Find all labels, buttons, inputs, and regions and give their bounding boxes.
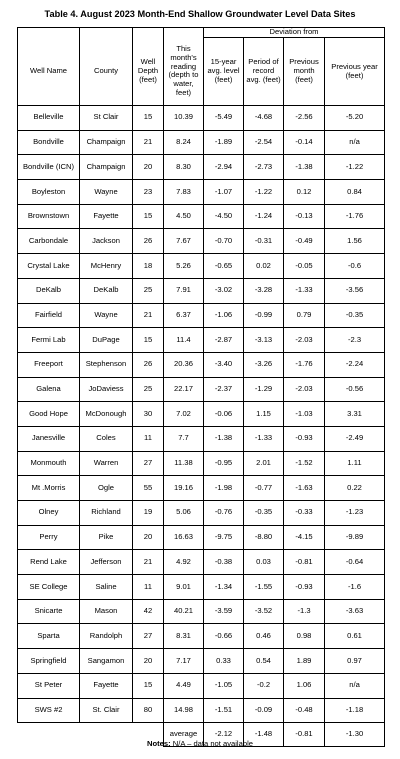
cell-prev-year: -2.49 (325, 426, 385, 451)
cell-well-depth: 21 (133, 303, 164, 328)
cell-15yr-avg: 0.33 (204, 649, 244, 674)
cell-well-depth: 27 (133, 451, 164, 476)
cell-15yr-avg: -9.75 (204, 525, 244, 550)
cell-prev-year: -1.23 (325, 501, 385, 526)
cell-prev-month: -1.3 (284, 599, 325, 624)
cell-reading: 11.4 (164, 328, 204, 353)
cell-reading: 4.49 (164, 673, 204, 698)
notes-text: N/A – data not available (172, 739, 253, 748)
cell-well-depth: 26 (133, 352, 164, 377)
table-row (18, 278, 385, 303)
cell-period-avg: -3.28 (244, 278, 284, 303)
cell-well-depth: 25 (133, 278, 164, 303)
header-prev-month: Previous month (feet) (284, 38, 325, 106)
cell-reading: 8.24 (164, 130, 204, 155)
notes (0, 739, 400, 748)
cell-well-depth: 18 (133, 254, 164, 279)
cell-reading: 8.31 (164, 624, 204, 649)
average-15yr: -2.12 (204, 723, 244, 747)
cell-15yr-avg: -2.37 (204, 377, 244, 402)
cell-well-name: Bondville (ICN) (18, 155, 80, 180)
cell-well-name: SE College (18, 575, 80, 600)
cell-15yr-avg: -0.66 (204, 624, 244, 649)
cell-15yr-avg: -2.87 (204, 328, 244, 353)
cell-well-name: Janesville (18, 426, 80, 451)
cell-well-depth: 20 (133, 525, 164, 550)
cell-well-name: Sparta (18, 624, 80, 649)
cell-well-name: Springfield (18, 649, 80, 674)
table-row (18, 204, 385, 229)
cell-15yr-avg: -3.59 (204, 599, 244, 624)
cell-15yr-avg: -1.07 (204, 180, 244, 205)
cell-15yr-avg: -0.65 (204, 254, 244, 279)
cell-well-depth: 19 (133, 501, 164, 526)
cell-15yr-avg: -0.38 (204, 550, 244, 575)
cell-prev-year: 0.84 (325, 180, 385, 205)
table-row (18, 624, 385, 649)
cell-reading: 20.36 (164, 352, 204, 377)
cell-reading: 10.39 (164, 106, 204, 131)
cell-well-depth: 20 (133, 155, 164, 180)
cell-period-avg: 0.03 (244, 550, 284, 575)
cell-prev-year: n/a (325, 130, 385, 155)
cell-period-avg: -3.13 (244, 328, 284, 353)
cell-period-avg: -0.31 (244, 229, 284, 254)
table-body (18, 106, 385, 723)
cell-period-avg: -1.33 (244, 426, 284, 451)
table-row (18, 229, 385, 254)
cell-prev-year: 3.31 (325, 402, 385, 427)
cell-well-depth: 23 (133, 180, 164, 205)
cell-county: Coles (80, 426, 133, 451)
cell-county: Fayette (80, 673, 133, 698)
cell-well-depth: 30 (133, 402, 164, 427)
cell-county: Richland (80, 501, 133, 526)
cell-prev-year: 0.97 (325, 649, 385, 674)
cell-well-depth: 15 (133, 328, 164, 353)
cell-period-avg: -3.52 (244, 599, 284, 624)
table-row (18, 575, 385, 600)
cell-well-depth: 11 (133, 426, 164, 451)
cell-county: DuPage (80, 328, 133, 353)
cell-prev-year: 0.61 (325, 624, 385, 649)
cell-well-depth: 20 (133, 649, 164, 674)
cell-well-name: SWS #2 (18, 698, 80, 723)
cell-15yr-avg: -1.38 (204, 426, 244, 451)
cell-15yr-avg: -3.40 (204, 352, 244, 377)
cell-prev-year: -0.56 (325, 377, 385, 402)
cell-county: DeKalb (80, 278, 133, 303)
cell-prev-year: n/a (325, 673, 385, 698)
cell-county: Ogle (80, 476, 133, 501)
cell-well-name: Belleville (18, 106, 80, 131)
table-row (18, 649, 385, 674)
cell-reading: 11.38 (164, 451, 204, 476)
cell-county: Pike (80, 525, 133, 550)
cell-prev-month: -2.03 (284, 328, 325, 353)
table-row (18, 426, 385, 451)
cell-prev-year: 0.22 (325, 476, 385, 501)
cell-reading: 19.16 (164, 476, 204, 501)
cell-period-avg: -0.35 (244, 501, 284, 526)
cell-prev-month: -1.63 (284, 476, 325, 501)
cell-reading: 22.17 (164, 377, 204, 402)
cell-period-avg: 0.54 (244, 649, 284, 674)
cell-period-avg: -8.80 (244, 525, 284, 550)
cell-15yr-avg: -1.34 (204, 575, 244, 600)
cell-period-avg: 1.15 (244, 402, 284, 427)
cell-county: Randolph (80, 624, 133, 649)
table-row (18, 328, 385, 353)
cell-well-name: St Peter (18, 673, 80, 698)
cell-county: Jackson (80, 229, 133, 254)
cell-well-depth: 11 (133, 575, 164, 600)
cell-prev-month: 0.12 (284, 180, 325, 205)
table-row (18, 698, 385, 723)
cell-well-depth: 25 (133, 377, 164, 402)
cell-well-name: DeKalb (18, 278, 80, 303)
cell-15yr-avg: -0.70 (204, 229, 244, 254)
cell-prev-month: -0.13 (284, 204, 325, 229)
table-row (18, 501, 385, 526)
cell-well-depth: 15 (133, 673, 164, 698)
cell-period-avg: -3.26 (244, 352, 284, 377)
table-row (18, 352, 385, 377)
cell-15yr-avg: -1.98 (204, 476, 244, 501)
header-15yr-avg: 15-year avg. level (feet) (204, 38, 244, 106)
cell-well-depth: 27 (133, 624, 164, 649)
table-row (18, 130, 385, 155)
cell-prev-month: -0.48 (284, 698, 325, 723)
cell-prev-year: -3.63 (325, 599, 385, 624)
cell-well-depth: 21 (133, 130, 164, 155)
cell-reading: 40.21 (164, 599, 204, 624)
cell-period-avg: -0.09 (244, 698, 284, 723)
table-row (18, 254, 385, 279)
cell-15yr-avg: -0.95 (204, 451, 244, 476)
cell-county: St. Clair (80, 698, 133, 723)
cell-period-avg: -1.22 (244, 180, 284, 205)
cell-prev-month: -1.52 (284, 451, 325, 476)
cell-period-avg: -0.77 (244, 476, 284, 501)
cell-prev-month: -0.14 (284, 130, 325, 155)
cell-well-name: Freeport (18, 352, 80, 377)
cell-county: St Clair (80, 106, 133, 131)
cell-prev-year: -1.6 (325, 575, 385, 600)
cell-prev-year: -0.6 (325, 254, 385, 279)
average-period: -1.48 (244, 723, 284, 747)
header-well-depth: Well Depth (feet) (133, 38, 164, 106)
cell-well-name: Olney (18, 501, 80, 526)
table-row (18, 106, 385, 131)
cell-15yr-avg: -5.49 (204, 106, 244, 131)
cell-15yr-avg: -2.94 (204, 155, 244, 180)
cell-reading: 7.83 (164, 180, 204, 205)
table-row (18, 402, 385, 427)
cell-prev-year: -3.56 (325, 278, 385, 303)
header-well-name: Well Name (18, 38, 80, 106)
cell-prev-month: 0.98 (284, 624, 325, 649)
cell-prev-year: -5.20 (325, 106, 385, 131)
cell-15yr-avg: -0.76 (204, 501, 244, 526)
header-county: County (80, 38, 133, 106)
cell-county: Jefferson (80, 550, 133, 575)
table-row (18, 180, 385, 205)
table-row (18, 451, 385, 476)
cell-prev-month: -1.38 (284, 155, 325, 180)
table-row (18, 303, 385, 328)
cell-15yr-avg: -3.02 (204, 278, 244, 303)
cell-well-name: Good Hope (18, 402, 80, 427)
cell-well-name: Crystal Lake (18, 254, 80, 279)
cell-prev-year: -9.89 (325, 525, 385, 550)
table-row (18, 476, 385, 501)
cell-well-name: Mt .Morris (18, 476, 80, 501)
cell-county: Wayne (80, 303, 133, 328)
cell-reading: 14.98 (164, 698, 204, 723)
cell-well-depth: 55 (133, 476, 164, 501)
cell-period-avg: -2.73 (244, 155, 284, 180)
cell-well-depth: 21 (133, 550, 164, 575)
cell-prev-year: -2.24 (325, 352, 385, 377)
cell-period-avg: -1.55 (244, 575, 284, 600)
cell-reading: 5.26 (164, 254, 204, 279)
cell-well-name: Fermi Lab (18, 328, 80, 353)
cell-reading: 7.02 (164, 402, 204, 427)
cell-prev-month: 0.79 (284, 303, 325, 328)
cell-prev-year: -1.22 (325, 155, 385, 180)
groundwater-table (17, 27, 385, 747)
cell-well-name: Rend Lake (18, 550, 80, 575)
table-row (18, 377, 385, 402)
cell-county: Stephenson (80, 352, 133, 377)
cell-well-name: Carbondale (18, 229, 80, 254)
cell-prev-month: -0.81 (284, 550, 325, 575)
header-reading: This month's reading (depth to water, feet) (164, 38, 204, 106)
cell-period-avg: -0.99 (244, 303, 284, 328)
cell-prev-month: 1.06 (284, 673, 325, 698)
header-prev-year: Previous year (feet) (325, 38, 385, 106)
notes-label: Notes: (147, 739, 171, 748)
table-row (18, 525, 385, 550)
cell-15yr-avg: -1.51 (204, 698, 244, 723)
cell-period-avg: -1.29 (244, 377, 284, 402)
cell-prev-month: -2.56 (284, 106, 325, 131)
cell-county: Warren (80, 451, 133, 476)
cell-reading: 4.50 (164, 204, 204, 229)
cell-prev-month: -0.33 (284, 501, 325, 526)
cell-prev-year: -1.76 (325, 204, 385, 229)
cell-prev-year: 1.56 (325, 229, 385, 254)
cell-15yr-avg: -1.06 (204, 303, 244, 328)
cell-15yr-avg: -4.50 (204, 204, 244, 229)
cell-county: Saline (80, 575, 133, 600)
cell-prev-month: -4.15 (284, 525, 325, 550)
cell-reading: 7.91 (164, 278, 204, 303)
cell-prev-month: -1.03 (284, 402, 325, 427)
cell-reading: 4.92 (164, 550, 204, 575)
cell-county: Wayne (80, 180, 133, 205)
cell-reading: 7.17 (164, 649, 204, 674)
cell-prev-month: -1.76 (284, 352, 325, 377)
cell-period-avg: -2.54 (244, 130, 284, 155)
cell-prev-month: -0.49 (284, 229, 325, 254)
cell-county: Champaign (80, 155, 133, 180)
cell-period-avg: 0.02 (244, 254, 284, 279)
cell-county: McHenry (80, 254, 133, 279)
cell-county: Mason (80, 599, 133, 624)
cell-prev-month: -2.03 (284, 377, 325, 402)
cell-prev-year: 1.11 (325, 451, 385, 476)
cell-well-name: Monmouth (18, 451, 80, 476)
cell-county: McDonough (80, 402, 133, 427)
table-row (18, 550, 385, 575)
cell-county: Champaign (80, 130, 133, 155)
table-row (18, 673, 385, 698)
cell-prev-year: -2.3 (325, 328, 385, 353)
cell-prev-year: -0.64 (325, 550, 385, 575)
cell-reading: 7.67 (164, 229, 204, 254)
cell-reading: 9.01 (164, 575, 204, 600)
cell-period-avg: 2.01 (244, 451, 284, 476)
cell-well-depth: 42 (133, 599, 164, 624)
cell-well-name: Galena (18, 377, 80, 402)
cell-prev-month: -1.33 (284, 278, 325, 303)
cell-prev-month: 1.89 (284, 649, 325, 674)
cell-reading: 8.30 (164, 155, 204, 180)
cell-county: JoDaviess (80, 377, 133, 402)
cell-well-depth: 80 (133, 698, 164, 723)
average-prev-year: -1.30 (325, 723, 385, 747)
cell-reading: 7.7 (164, 426, 204, 451)
cell-prev-month: -0.93 (284, 575, 325, 600)
cell-15yr-avg: -1.05 (204, 673, 244, 698)
deviation-group-header: Deviation from (204, 28, 385, 38)
cell-period-avg: -0.2 (244, 673, 284, 698)
cell-well-name: Brownstown (18, 204, 80, 229)
table-row (18, 599, 385, 624)
cell-well-name: Boyleston (18, 180, 80, 205)
cell-county: Fayette (80, 204, 133, 229)
cell-15yr-avg: -1.89 (204, 130, 244, 155)
cell-reading: 5.06 (164, 501, 204, 526)
cell-county: Sangamon (80, 649, 133, 674)
cell-period-avg: -1.24 (244, 204, 284, 229)
cell-prev-year: -0.35 (325, 303, 385, 328)
average-prev-month: -0.81 (284, 723, 325, 747)
cell-prev-month: -0.05 (284, 254, 325, 279)
cell-well-depth: 26 (133, 229, 164, 254)
cell-well-depth: 15 (133, 204, 164, 229)
cell-well-name: Fairfield (18, 303, 80, 328)
cell-well-name: Perry (18, 525, 80, 550)
cell-15yr-avg: -0.06 (204, 402, 244, 427)
header-period-avg: Period of record avg. (feet) (244, 38, 284, 106)
table-row (18, 155, 385, 180)
cell-period-avg: -4.68 (244, 106, 284, 131)
cell-prev-year: -1.18 (325, 698, 385, 723)
cell-well-name: Snicarte (18, 599, 80, 624)
cell-well-name: Bondville (18, 130, 80, 155)
cell-well-depth: 15 (133, 106, 164, 131)
cell-period-avg: 0.46 (244, 624, 284, 649)
average-label: average (164, 723, 204, 747)
cell-reading: 16.63 (164, 525, 204, 550)
cell-prev-month: -0.93 (284, 426, 325, 451)
table-title: Table 4. August 2023 Month-End Shallow Groundwater Level Data Sites (44, 9, 356, 19)
cell-reading: 6.37 (164, 303, 204, 328)
